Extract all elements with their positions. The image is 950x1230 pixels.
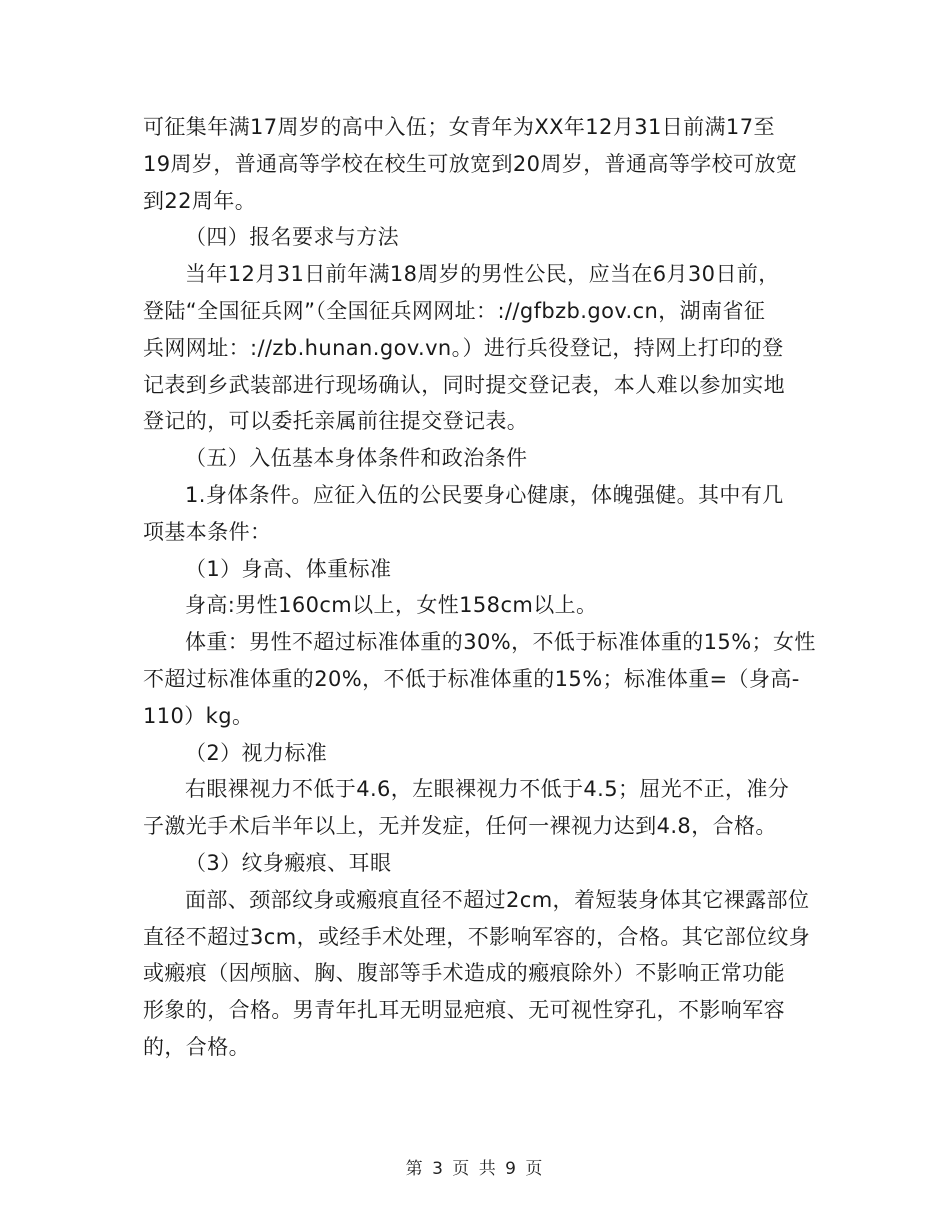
page-number: 第 3 页 共 9 页 — [405, 1159, 545, 1179]
text-line: 登陆“全国征兵网”（全国征兵网网址：://gfbzb.gov.cn，湖南省征 — [143, 298, 766, 323]
paragraph-start: 体重：男性不超过标准体重的30%，不低于标准体重的15%；女性 — [185, 630, 816, 655]
paragraph-start: 当年12月31日前年满18周岁的男性公民，应当在6月30日前， — [185, 262, 780, 287]
text-line: 兵网网址：://zb.hunan.gov.vn。）进行兵役登记，持网上打印的登 — [143, 335, 784, 360]
text-line: 110）kg。 — [143, 703, 254, 728]
text-line: 不超过标准体重的20%，不低于标准体重的15%；标准体重=（身高- — [143, 666, 800, 691]
text-line: 到22周年。 — [143, 188, 257, 213]
paragraph-start: 面部、颈部纹身或瘢痕直径不超过2cm，着短装身体其它裸露部位 — [185, 887, 810, 912]
text-line: 子激光手术后半年以上，无并发症，任何一裸视力达到4.8，合格。 — [143, 814, 777, 839]
text-line: 项基本条件： — [143, 519, 272, 544]
text-line: 可征集年满17周岁的高中入伍；女青年为XX年12月31日前满17至 — [143, 115, 775, 139]
text-line: 形象的，合格。男青年扎耳无明显疤痕、无可视性穿孔，不影响军容 — [143, 998, 785, 1023]
paragraph-start: 右眼裸视力不低于4.6，左眼裸视力不低于4.5；屈光不正，准分 — [185, 777, 790, 802]
text-line: 或瘢痕（因颅脑、胸、腹部等手术造成的瘢痕除外）不影响正常功能 — [143, 961, 785, 986]
subsection-heading: （2）视力标准 — [185, 740, 328, 765]
subsection-heading: （1）身高、体重标准 — [185, 556, 392, 581]
document-body — [143, 109, 816, 1066]
text-line: 登记的，可以委托亲属前往提交登记表。 — [143, 409, 529, 434]
text-line: 直径不超过3cm，或经手术处理，不影响军容的，合格。其它部位纹身 — [143, 924, 811, 949]
text-line: 记表到乡武装部进行现场确认，同时提交登记表，本人难以参加实地 — [143, 372, 785, 397]
subsection-heading: （3）纹身瘢痕、耳眼 — [185, 850, 392, 875]
paragraph-start: 身高:男性160cm以上，女性158cm以上。 — [185, 593, 598, 618]
text-line: 的，合格。 — [143, 1034, 250, 1059]
paragraph-start: 1.身体条件。应征入伍的公民要身心健康，体魄强健。其中有几 — [185, 482, 784, 507]
section-heading: （五）入伍基本身体条件和政治条件 — [185, 446, 528, 471]
text-line: 19周岁，普通高等学校在校生可放宽到20周岁，普通高等学校可放宽 — [143, 151, 798, 176]
section-heading: （四）报名要求与方法 — [185, 225, 399, 250]
